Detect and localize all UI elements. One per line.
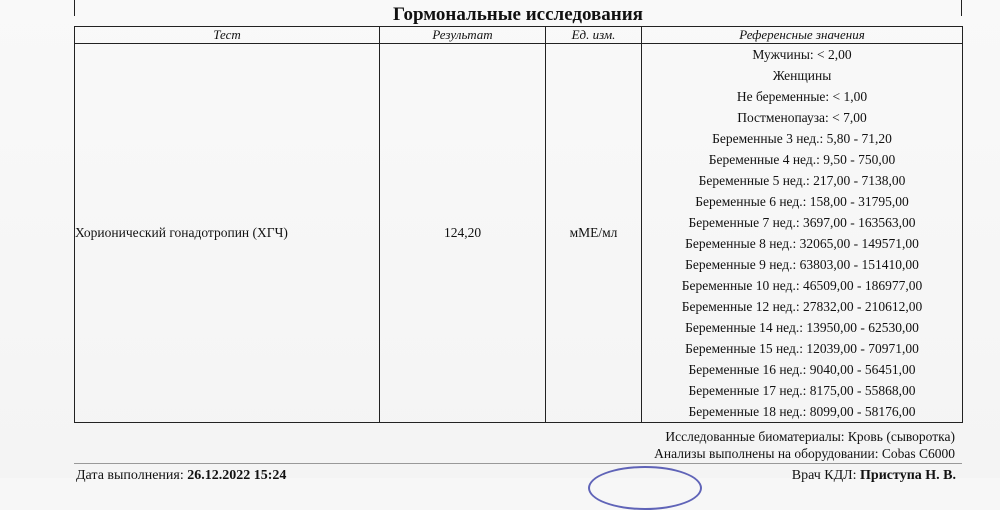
table-header-row [75,27,963,44]
section-title: Гормональные исследования [393,4,643,25]
reference-line: Беременные 8 нед.: 32065,00 - 149571,00 [685,236,919,251]
reference-line: Постменопауза: < 7,00 [737,110,867,125]
completion-date [76,468,286,484]
table-row [75,44,963,423]
reference-line: Беременные 7 нед.: 3697,00 - 163563,00 [688,215,916,230]
reference-line: Беременные 15 нед.: 12039,00 - 70971,00 [685,341,919,356]
results-table [74,26,963,423]
biomaterial-note: Исследованные биоматериалы: Кровь (сыворотка) [665,429,955,444]
reference-line: Беременные 3 нед.: 5,80 - 71,20 [712,131,892,146]
doctor-name: Приступа Н. В. [860,468,956,483]
reference-line: Не беременные: < 1,00 [736,89,868,104]
header-unit: Ед. изм. [546,27,642,44]
header-reference: Референсные значения [642,27,963,44]
reference-line: Беременные 17 нед.: 8175,00 - 55868,00 [688,383,916,398]
reference-line: Беременные 18 нед.: 8099,00 - 58176,00 [688,404,916,419]
footer-divider [74,463,962,464]
doctor-label: Врач КДЛ: [791,468,857,483]
doctor-signature [792,468,956,484]
header-result: Результат [380,27,546,44]
stamp-seal [588,466,702,510]
equipment-note: Анализы выполнены на оборудовании: Cobas C6000 [654,446,955,461]
reference-line: Беременные 6 нед.: 158,00 - 31795,00 [695,194,909,209]
reference-line: Беременные 14 нед.: 13950,00 - 62530,00 [685,320,919,335]
reference-line: Беременные 9 нед.: 63803,00 - 151410,00 [685,257,919,272]
reference-line: Беременные 5 нед.: 217,00 - 7138,00 [698,173,906,188]
reference-line: Мужчины: < 2,00 [752,47,852,62]
reference-line: Беременные 16 нед.: 9040,00 - 56451,00 [688,362,916,377]
completion-value: 26.12.2022 15:24 [187,468,287,483]
header-test: Тест [75,27,380,44]
reference-line: Беременные 12 нед.: 27832,00 - 210612,00 [681,299,923,314]
reference-line: Беременные 4 нед.: 9,50 - 750,00 [708,152,896,167]
test-unit: мМЕ/мл [546,44,642,423]
test-name: Хорионический гонадотропин (ХГЧ) [75,44,380,423]
reference-values [642,44,963,423]
reference-line: Женщины [772,68,832,83]
reference-line: Беременные 10 нед.: 46509,00 - 186977,00 [681,278,923,293]
completion-label: Дата выполнения: [76,468,184,483]
test-result: 124,20 [380,44,546,423]
